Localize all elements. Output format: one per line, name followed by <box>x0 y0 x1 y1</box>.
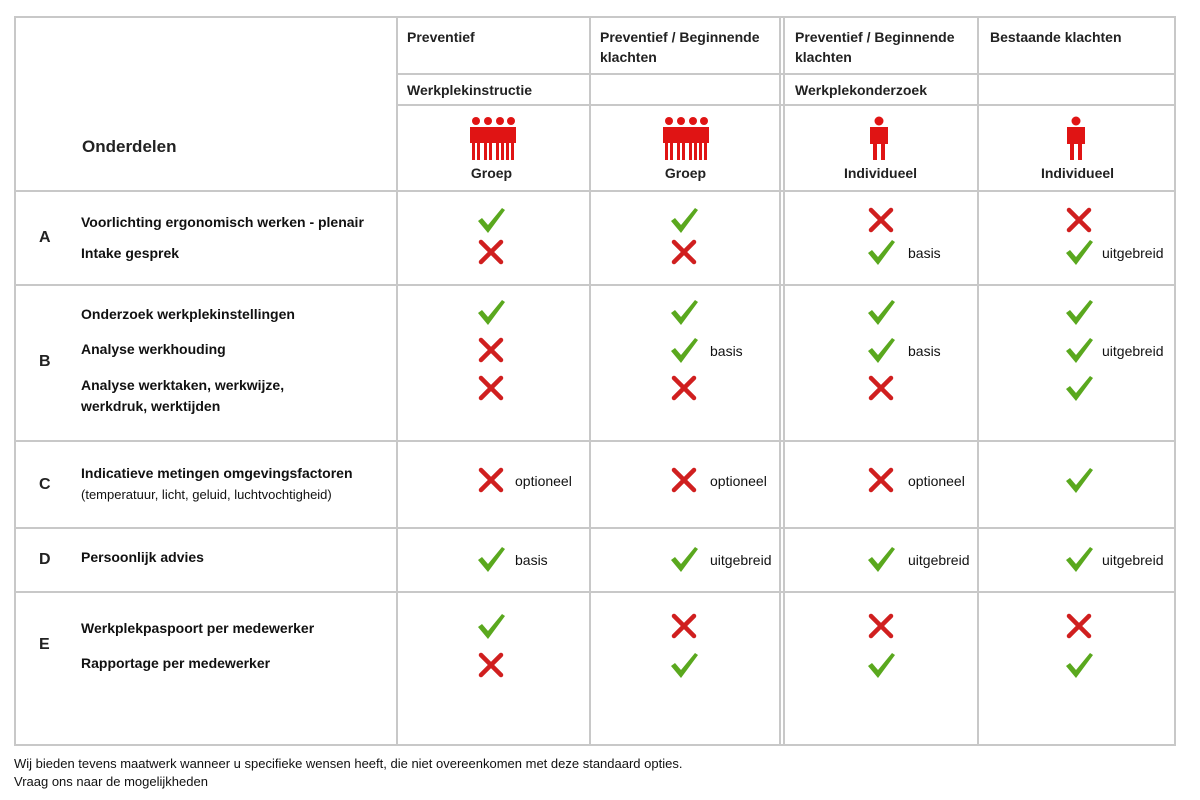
footer-text: Wij bieden tevens maatwerk wanneer u specifieke wensen heeft, die niet overeenkomen met deze standaard opties. <box>14 756 683 771</box>
column-subtitle: Werkplekinstructie <box>407 82 533 98</box>
cross-icon <box>1064 611 1094 641</box>
row-letter: D <box>39 551 51 568</box>
check-icon <box>866 237 896 267</box>
table-border-bottom <box>14 744 1176 746</box>
check-icon <box>1064 373 1094 403</box>
check-icon <box>476 544 506 574</box>
item-label: Analyse werktaken, werkwijze, werkdruk, werktijden <box>81 377 285 414</box>
check-icon <box>1064 544 1094 574</box>
row-divider <box>14 190 1176 192</box>
check-icon <box>866 335 896 365</box>
row-letter: B <box>39 353 51 370</box>
row-divider <box>14 284 1176 286</box>
check-icon <box>1064 297 1094 327</box>
column-divider <box>779 16 781 746</box>
cross-icon <box>1064 205 1094 235</box>
cross-icon <box>866 465 896 495</box>
row-divider <box>14 440 1176 442</box>
check-icon <box>476 611 506 641</box>
item-label: Persoonlijk advies <box>81 549 204 565</box>
cross-icon <box>669 465 699 495</box>
check-icon <box>1064 335 1094 365</box>
row-divider <box>14 527 1176 529</box>
cross-icon <box>669 373 699 403</box>
check-icon <box>476 297 506 327</box>
item-label: Werkplekpaspoort per medewerker <box>81 620 315 636</box>
check-icon <box>476 205 506 235</box>
cross-icon <box>476 373 506 403</box>
column-divider <box>977 16 979 746</box>
column-title: Preventief <box>407 29 475 45</box>
mark-note: optioneel <box>908 473 965 489</box>
icon-label: Groep <box>664 165 707 181</box>
icon-label: Groep <box>470 165 513 181</box>
column-divider <box>783 16 785 746</box>
column-divider <box>396 16 398 746</box>
mark-note: optioneel <box>515 473 572 489</box>
person-icon <box>867 116 891 167</box>
cross-icon <box>866 611 896 641</box>
cross-icon <box>476 237 506 267</box>
person-icon <box>1064 116 1088 167</box>
item-label: Onderzoek werkplekinstellingen <box>81 306 295 322</box>
check-icon <box>669 205 699 235</box>
cross-icon <box>669 237 699 267</box>
icon-label: Individueel <box>843 165 918 181</box>
check-icon <box>669 335 699 365</box>
cross-icon <box>476 650 506 680</box>
column-title: Bestaande klachten <box>990 29 1122 45</box>
cross-icon <box>476 335 506 365</box>
item-subnote: (temperatuur, licht, geluid, luchtvochtigheid) <box>81 487 332 502</box>
mark-note: optioneel <box>710 473 767 489</box>
item-label: Analyse werkhouding <box>81 341 226 357</box>
table-border-right <box>1174 16 1176 746</box>
header-divider <box>396 104 1176 106</box>
onderdelen-heading: Onderdelen <box>82 137 177 156</box>
group-icon <box>661 116 711 167</box>
column-subtitle: Werkplekonderzoek <box>795 82 928 98</box>
check-icon <box>1064 650 1094 680</box>
table-border-top <box>14 16 1176 18</box>
cross-icon <box>866 205 896 235</box>
column-divider <box>589 16 591 746</box>
check-icon <box>1064 465 1094 495</box>
check-icon <box>1064 237 1094 267</box>
mark-note: basis <box>515 552 548 568</box>
mark-note: basis <box>908 343 941 359</box>
header-divider <box>396 73 1176 75</box>
mark-note: basis <box>908 245 941 261</box>
item-label: Indicatieve metingen omgevingsfactoren <box>81 465 353 481</box>
cross-icon <box>866 373 896 403</box>
mark-note: uitgebreid <box>1102 343 1164 359</box>
item-label: Intake gesprek <box>81 245 180 261</box>
mark-note: uitgebreid <box>710 552 772 568</box>
mark-note: uitgebreid <box>1102 245 1164 261</box>
check-icon <box>669 297 699 327</box>
cross-icon <box>669 611 699 641</box>
column-title: Preventief / Beginnende klachten <box>600 29 760 65</box>
mark-note: uitgebreid <box>908 552 970 568</box>
row-letter: A <box>39 229 51 246</box>
column-title: Preventief / Beginnende klachten <box>795 29 955 65</box>
footer-text: Vraag ons naar de mogelijkheden <box>14 774 208 789</box>
row-letter: E <box>39 636 50 653</box>
table-border-left <box>14 16 16 746</box>
icon-label: Individueel <box>1040 165 1115 181</box>
check-icon <box>866 650 896 680</box>
row-divider <box>14 591 1176 593</box>
item-label: Voorlichting ergonomisch werken - plenair <box>81 214 364 230</box>
mark-note: basis <box>710 343 743 359</box>
check-icon <box>866 297 896 327</box>
group-icon <box>468 116 518 167</box>
check-icon <box>866 544 896 574</box>
item-label: Rapportage per medewerker <box>81 655 271 671</box>
cross-icon <box>476 465 506 495</box>
mark-note: uitgebreid <box>1102 552 1164 568</box>
row-letter: C <box>39 476 51 493</box>
check-icon <box>669 544 699 574</box>
check-icon <box>669 650 699 680</box>
